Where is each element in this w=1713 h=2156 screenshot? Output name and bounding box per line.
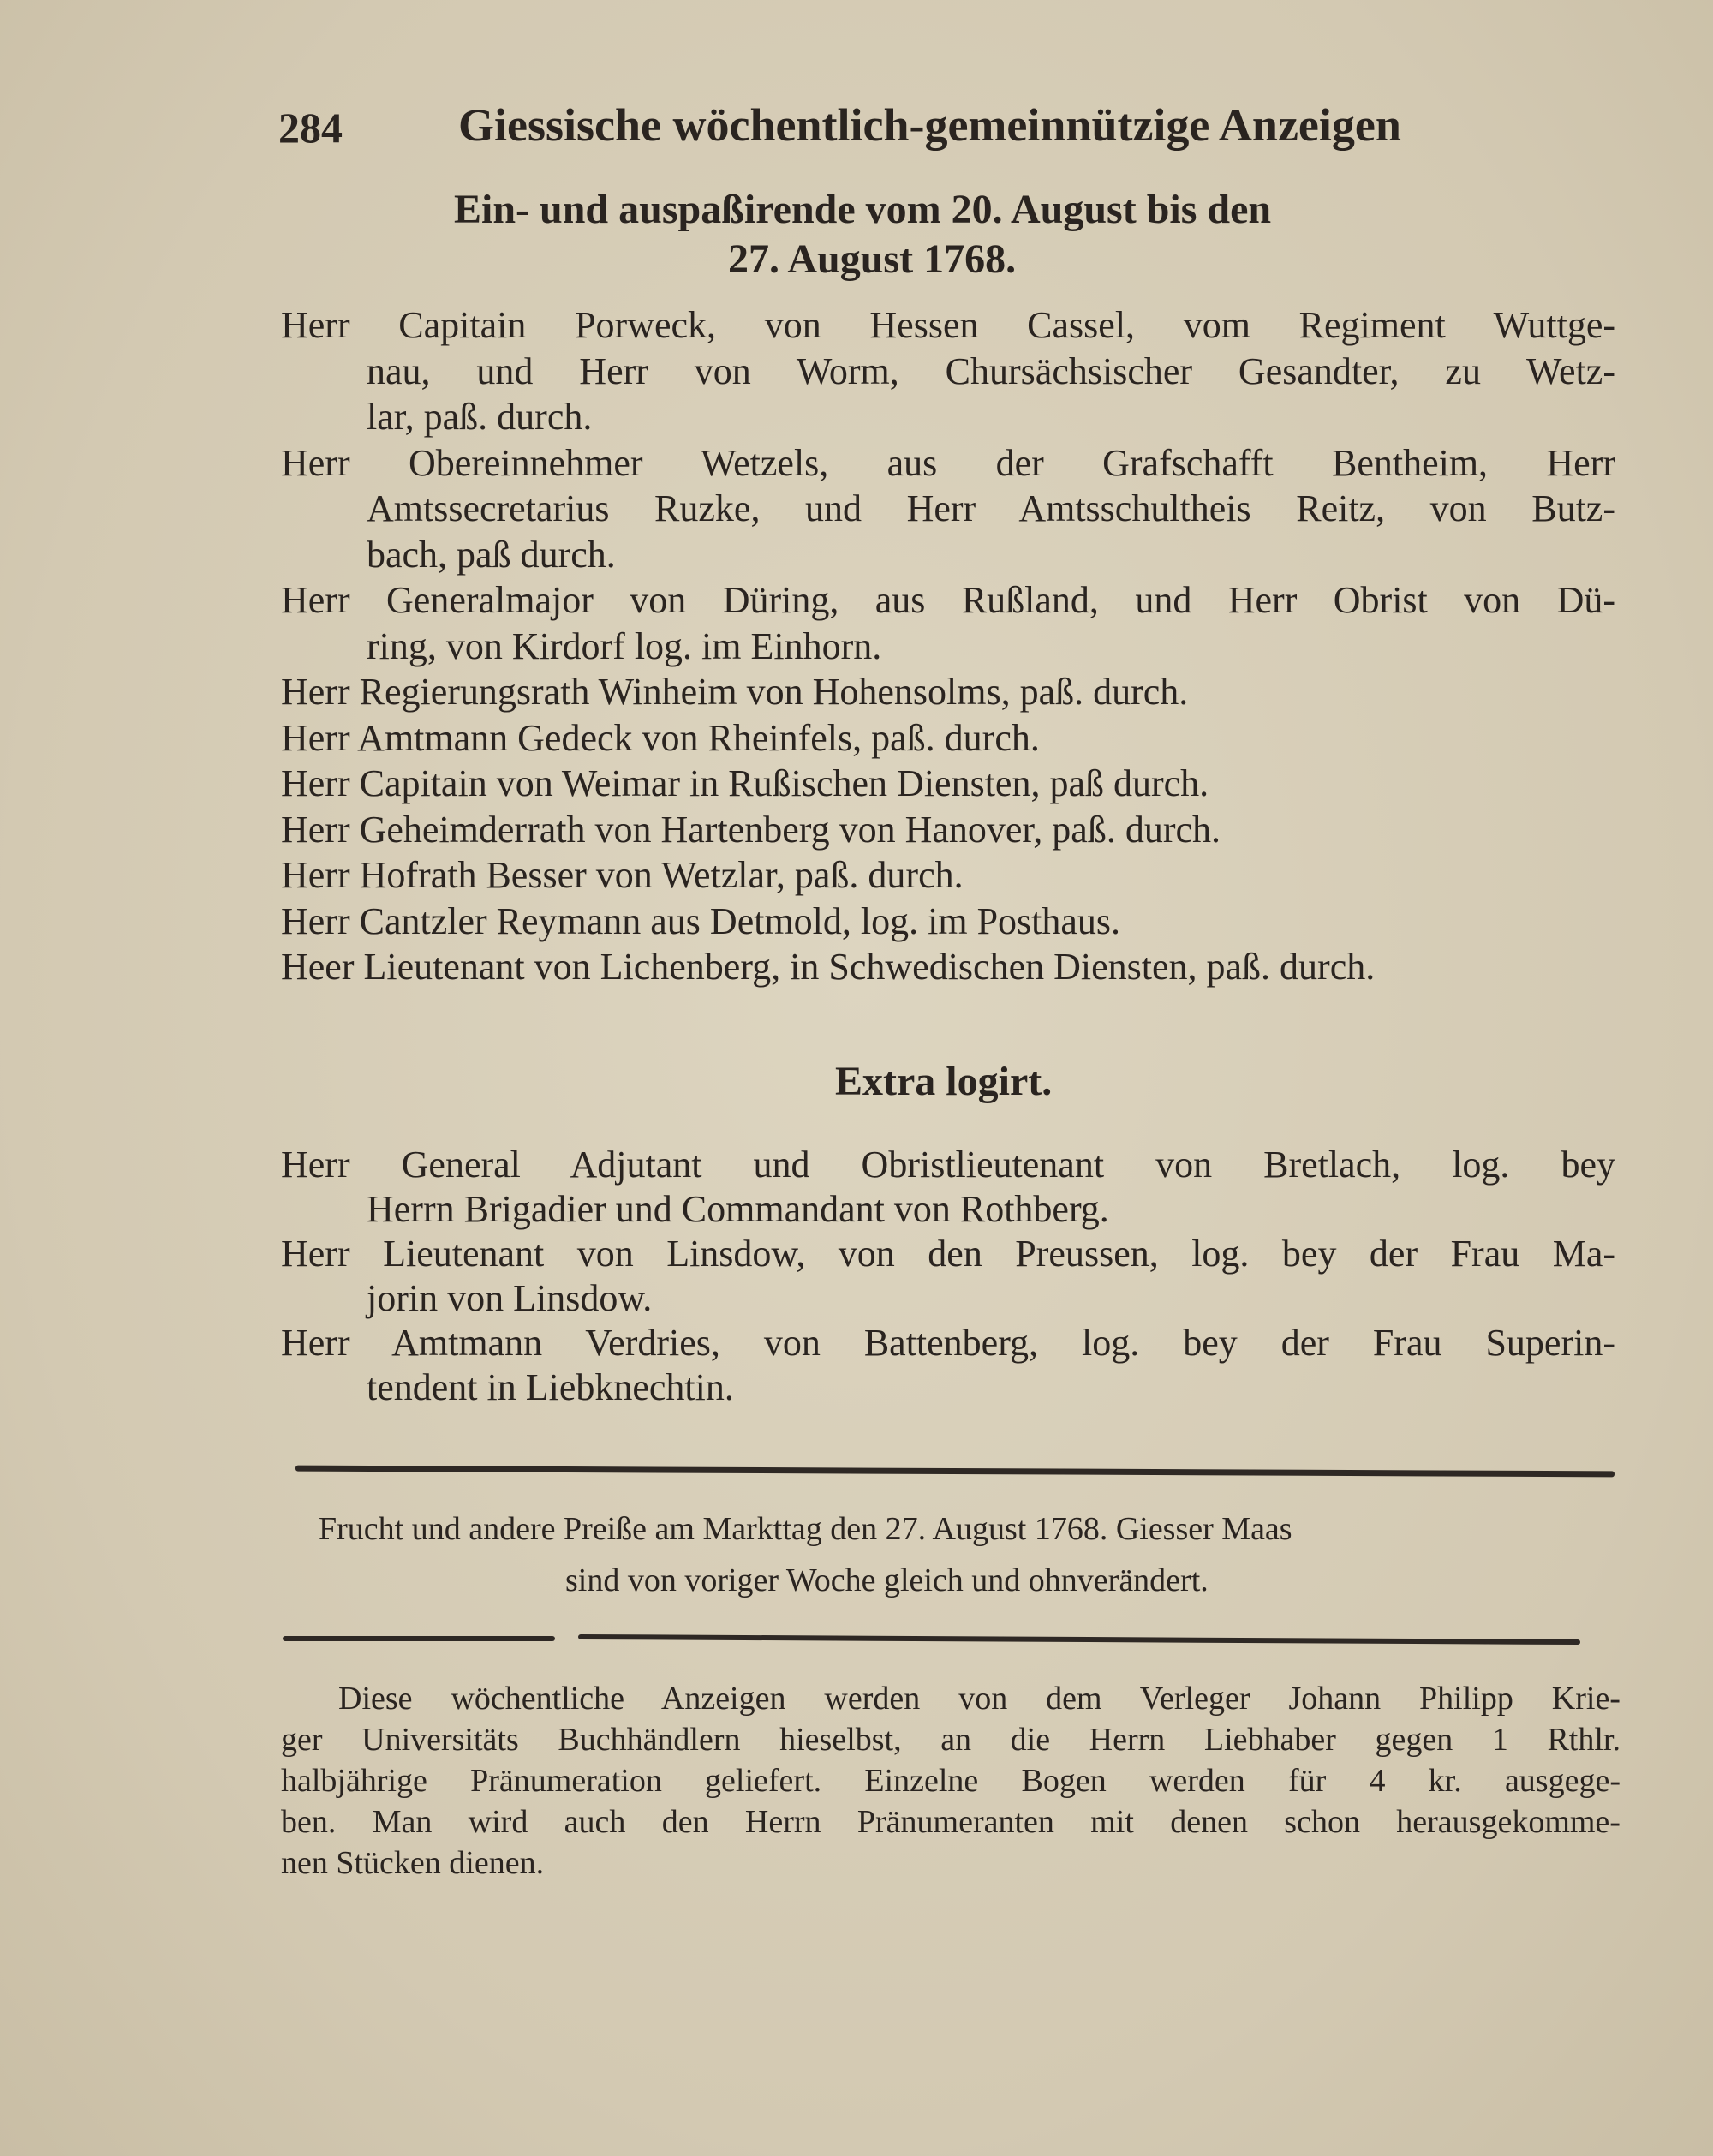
entry-line: bach, paß durch. xyxy=(367,533,616,576)
footer-line: Diese wöchentliche Anzeigen werden von dem Verleger Johann Philipp Krie- xyxy=(338,1681,1620,1717)
entry-line: Herr Capitain von Weimar in Rußischen Diensten, paß durch. xyxy=(281,762,1209,804)
entry-line: Herr Capitain Porweck, von Hessen Cassel, vom Regiment Wuttge- xyxy=(281,304,1616,346)
page-title: Giessische wöchentlich-gemeinnützige Anzeigen xyxy=(458,99,1401,151)
footer-line: halbjährige Pränumeration geliefert. Einzelne Bogen werden für 4 kr. ausgege- xyxy=(281,1763,1620,1799)
entry-line: Herr Cantzler Reymann aus Detmold, log. im Posthaus. xyxy=(281,899,1121,942)
prices-line-1: Frucht und andere Preiße am Markttag den 27. August 1768. Giesser Maas xyxy=(319,1511,1292,1547)
divider-rule-long xyxy=(578,1634,1580,1645)
entry-line: Herr Regierungsrath Winheim von Hohensolms, paß. durch. xyxy=(281,671,1189,713)
entry-line: Herr General Adjutant und Obristlieutenant von Bretlach, log. bey xyxy=(281,1144,1615,1186)
entry-line: jorin von Linsdow. xyxy=(367,1277,653,1319)
entry-line: Herr Generalmajor von Düring, aus Rußland, und Herr Obrist von Dü- xyxy=(281,579,1616,621)
prices-line-2: sind von voriger Woche gleich und ohnverändert. xyxy=(565,1562,1209,1598)
entry-line: tendent in Liebknechtin. xyxy=(367,1366,734,1408)
entry-line: Herr Lieutenant von Linsdow, von den Preussen, log. bey der Frau Ma- xyxy=(281,1233,1616,1275)
entry-line: Herr Amtmann Gedeck von Rheinfels, paß. durch. xyxy=(281,716,1040,759)
entry-line: Herr Hofrath Besser von Wetzlar, paß. durch. xyxy=(281,854,964,896)
footer-line: nen Stücken dienen. xyxy=(281,1845,545,1881)
entry-line: Heer Lieutenant von Lichenberg, in Schwedischen Diensten, paß. durch. xyxy=(281,946,1376,988)
section-title-date: 27. August 1768. xyxy=(728,236,1017,282)
section-title: Ein- und auspaßirende vom 20. August bis den xyxy=(454,187,1272,232)
entry-line: Amtssecretarius Ruzke, und Herr Amtsschultheis Reitz, von Butz- xyxy=(367,487,1615,529)
entry-line: Herr Geheimderrath von Hartenberg von Hanover, paß. durch. xyxy=(281,808,1221,851)
footer-line: ben. Man wird auch den Herrn Pränumeranten mit denen schon herausgekomme- xyxy=(281,1804,1620,1840)
extra-logirt-heading: Extra logirt. xyxy=(835,1059,1053,1104)
entry-line: Herr Amtmann Verdries, von Battenberg, log. bey der Frau Superin- xyxy=(281,1322,1615,1364)
entry-line: Herrn Brigadier und Commandant von Rothberg. xyxy=(367,1188,1109,1230)
entry-line: ring, von Kirdorf log. im Einhorn. xyxy=(367,624,882,667)
entry-line: Herr Obereinnehmer Wetzels, aus der Grafschafft Bentheim, Herr xyxy=(281,441,1615,484)
divider-rule-short xyxy=(283,1636,555,1641)
footer-line: ger Universitäts Buchhändlern hieselbst, an die Herrn Liebhaber gegen 1 Rthlr. xyxy=(281,1722,1620,1758)
divider-rule xyxy=(295,1466,1615,1478)
page-number: 284 xyxy=(278,104,343,152)
entry-line: nau, und Herr von Worm, Chursächsischer Gesandter, zu Wetz- xyxy=(367,349,1615,392)
entry-line: lar, paß. durch. xyxy=(367,396,593,438)
